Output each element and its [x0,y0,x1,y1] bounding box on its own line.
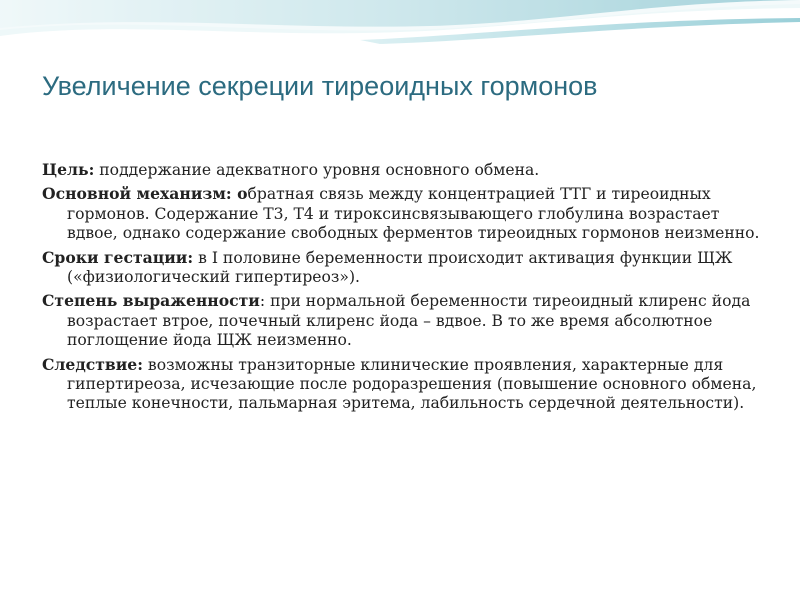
paragraph-text: поддержание адекватного уровня основного обмена. [94,161,540,179]
paragraph-label: Следствие: [42,354,143,374]
paragraph-goal [42,160,772,180]
paragraph-text: возможны транзиторные клинические проявления, характерные для гипертиреоза, исчезающие после родоразрешения (повышение основного обмена, теплые конечности, пальмарная эритема, лабильность сердечной деятельности). [67,355,757,413]
paragraph-mechanism [42,184,772,243]
paragraph-label: Основной механизм: о [42,184,248,204]
slide-title: Увеличение секреции тиреоидных гормонов [42,71,598,101]
slide-content [42,160,772,418]
paragraph-text: братная связь между концентрацией ТТГ и тиреоидных гормонов. Содержание Т3, Т4 и тироксинсвязывающего глобулина возрастает вдвое, однако содержание свободных ферментов тиреоидных гормонов неизменно. [67,185,760,243]
paragraph-label: Степень выраженности [42,291,260,311]
paragraph-gestation [42,248,772,288]
paragraph-severity [42,291,772,350]
paragraph-label: Сроки гестации: [42,247,194,267]
paragraph-label: Цель: [42,160,95,179]
paragraph-consequence [42,355,772,414]
paragraph-text: : при нормальной беременности тиреоидный клиренс йода возрастает втрое, почечный клиренс йода – вдвое. В то же время абсолютное поглощение йода ЩЖ неизменно. [67,292,751,350]
paragraph-text: в I половине беременности происходит активация функции ЩЖ («физиологический гипертиреоз»). [67,248,733,287]
